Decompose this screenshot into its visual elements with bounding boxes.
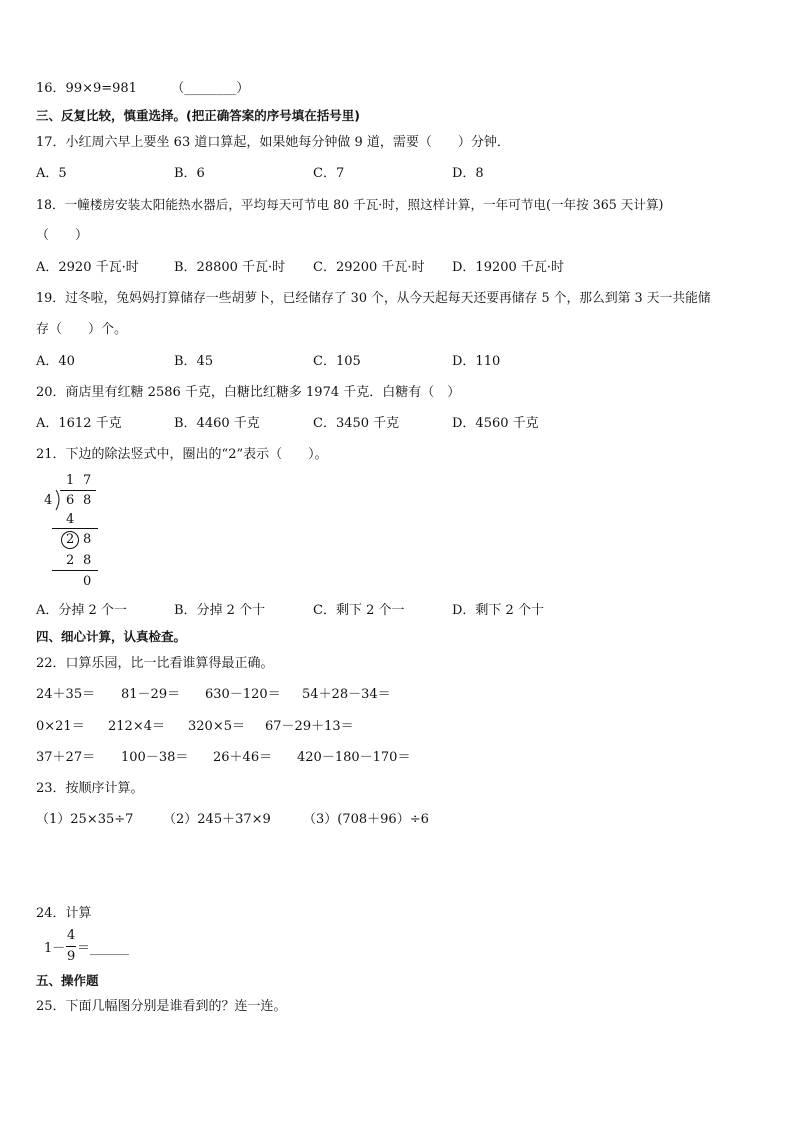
remainder-digit: 8 — [83, 532, 92, 547]
subtraction-line — [52, 528, 98, 529]
question-23-text: 23．按顺序计算。 — [36, 781, 144, 796]
calc-item[interactable]: 320×5＝ — [188, 719, 245, 734]
option-b[interactable]: B．6 — [174, 166, 205, 181]
question-18-line2[interactable]: （ ） — [36, 228, 89, 243]
fraction-numerator: 4 — [67, 928, 76, 943]
calc-step-item[interactable]: （1）25×35÷7 — [36, 812, 134, 827]
quotient-digit: 1 — [66, 473, 75, 488]
option-a[interactable]: A．2920 千瓦·时 — [36, 260, 139, 275]
calc-item[interactable]: 37＋27＝ — [36, 750, 96, 765]
answer-blank[interactable]: ______ — [90, 941, 129, 956]
question-21-text: 21．下边的除法竖式中，圈出的“2”表示（ ）。 — [36, 447, 328, 462]
option-d[interactable]: D．110 — [452, 354, 501, 369]
calc-item[interactable]: 24＋35＝ — [36, 687, 96, 702]
option-c[interactable]: C．剩下 2 个一 — [313, 603, 405, 618]
option-d[interactable]: D．19200 千瓦·时 — [452, 260, 565, 275]
section-3-heading: 三、反复比较，慎重选择。(把正确答案的序号填在括号里) — [36, 108, 360, 123]
option-d[interactable]: D．8 — [452, 166, 484, 181]
subtraction-line — [52, 570, 98, 571]
question-22-text: 22．口算乐园，比一比看谁算得最正确。 — [36, 656, 274, 671]
option-c[interactable]: C．7 — [313, 166, 345, 181]
question-19-line2: 存（ ）个。 — [36, 322, 128, 337]
circled-digit: 2 — [66, 532, 75, 547]
option-b[interactable]: B．4460 千克 — [174, 416, 260, 431]
question-20-text: 20．商店里有红糖 2586 千克，白糖比红糖多 1974 千克．白糖有（ ） — [36, 385, 461, 400]
question-18-line1: 18．一幢楼房安装太阳能热水器后，平均每天可节电 80 千瓦·时，照这样计算，一年可节电(一年按 365 天计算) — [36, 197, 664, 212]
division-bracket — [54, 489, 64, 511]
calc-item[interactable]: 81－29＝ — [121, 687, 181, 702]
quotient-digit: 7 — [83, 473, 92, 488]
option-a[interactable]: A．1612 千克 — [36, 416, 122, 431]
option-a[interactable]: A．40 — [36, 354, 75, 369]
section-5-heading: 五、操作题 — [36, 973, 99, 988]
question-17-text: 17．小红周六早上要坐 63 道口算起，如果她每分钟做 9 道，需要（ ）分钟． — [36, 135, 510, 150]
calc-step-item[interactable]: （3）(708＋96）÷6 — [303, 812, 429, 827]
option-d[interactable]: D．4560 千克 — [452, 416, 539, 431]
equals-sign: ＝ — [77, 941, 91, 956]
option-b[interactable]: B．分掉 2 个十 — [174, 603, 266, 618]
whole-number: 1－ — [44, 941, 66, 956]
final-remainder: 0 — [83, 574, 92, 589]
fraction-bar — [66, 946, 76, 947]
divisor: 4 — [44, 493, 53, 508]
option-a[interactable]: A．分掉 2 个一 — [36, 603, 127, 618]
question-16 — [36, 80, 249, 98]
long-division-figure — [36, 473, 116, 593]
calc-item[interactable]: 67－29＋13＝ — [265, 719, 354, 734]
question-24-text: 24．计算 — [36, 906, 92, 921]
calc-item[interactable]: 630－120＝ — [205, 687, 281, 702]
option-c[interactable]: C．3450 千克 — [313, 416, 400, 431]
option-c[interactable]: C．105 — [313, 354, 361, 369]
answer-blank[interactable]: （________） — [171, 81, 250, 96]
subtract-digit: 2 — [66, 553, 75, 568]
question-25-text: 25．下面几幅图分别是谁看到的？连一连。 — [36, 999, 287, 1014]
calc-item[interactable]: 420－180－170＝ — [297, 750, 411, 765]
calc-item[interactable]: 26＋46＝ — [213, 750, 273, 765]
option-b[interactable]: B．45 — [174, 354, 214, 369]
option-a[interactable]: A．5 — [36, 166, 67, 181]
division-bar — [60, 490, 96, 491]
option-c[interactable]: C．29200 千瓦·时 — [313, 260, 425, 275]
calc-item[interactable]: 100－38＝ — [121, 750, 189, 765]
dividend-digit: 8 — [83, 493, 92, 508]
question-16-text: 16．99×9=981 — [36, 81, 137, 96]
calc-step-item[interactable]: （2）245＋37×9 — [163, 812, 271, 827]
option-d[interactable]: D．剩下 2 个十 — [452, 603, 544, 618]
subtract-value: 4 — [66, 512, 75, 527]
calc-item[interactable]: 212×4＝ — [108, 719, 165, 734]
section-4-heading: 四、细心计算，认真检查。 — [36, 629, 187, 644]
question-19-line1: 19．过冬啦，兔妈妈打算储存一些胡萝卜，已经储存了 30 个，从今天起每天还要再储存 5 个，那么到第 3 天一共能储 — [36, 291, 711, 306]
calc-item[interactable]: 54＋28－34＝ — [302, 687, 391, 702]
option-b[interactable]: B．28800 千瓦·时 — [174, 260, 286, 275]
calc-item[interactable]: 0×21＝ — [36, 719, 85, 734]
fraction-denominator: 9 — [67, 949, 76, 964]
dividend-digit: 6 — [66, 493, 75, 508]
subtract-digit: 8 — [83, 553, 92, 568]
